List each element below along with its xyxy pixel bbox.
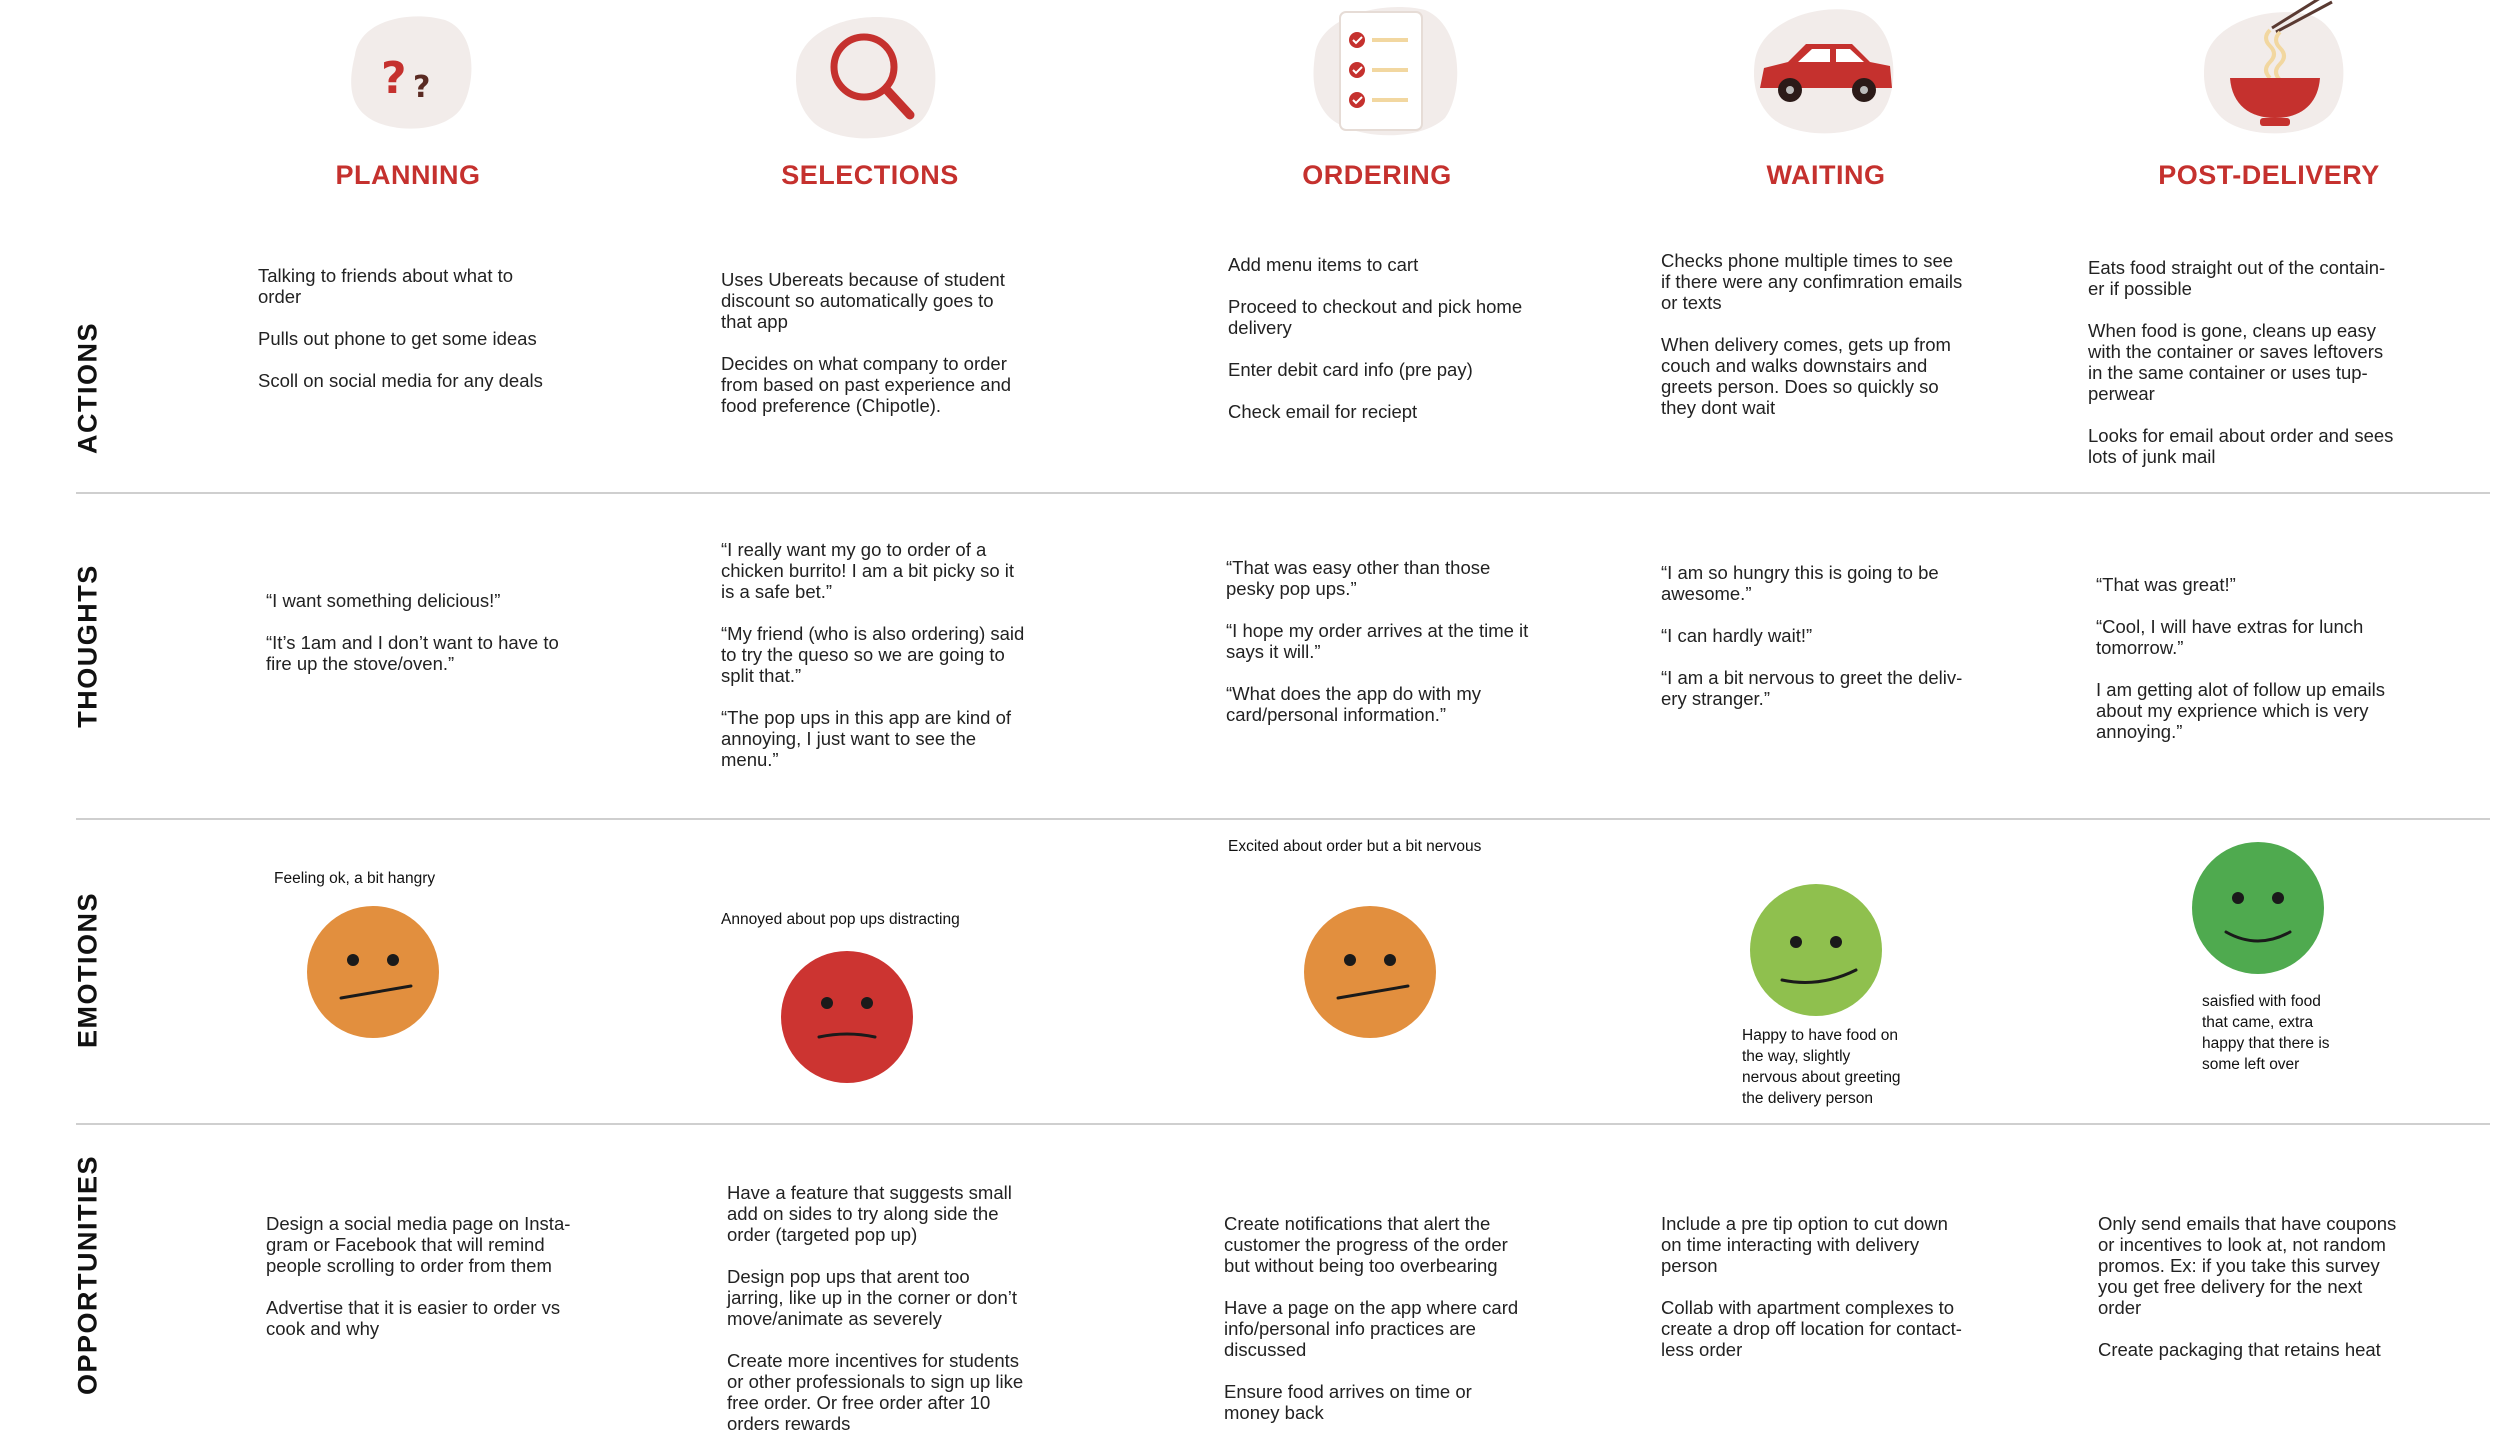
stage-title-post-delivery: POST-DELIVERY [2158, 160, 2380, 190]
neutral-face-icon [307, 906, 439, 1038]
stage-title-ordering: ORDERING [1302, 160, 1452, 190]
opportunity-item: Include a pre tip option to cut down on time interacting with delivery person [1661, 1213, 1948, 1276]
opportunities-cell-waiting [1661, 1213, 2006, 1360]
annoyed-face-icon [781, 951, 913, 1083]
action-item: Add menu items to cart [1228, 254, 1419, 275]
opportunity-item: Collab with apartment complexes to create a drop off location for contact- less order [1661, 1297, 1962, 1360]
noodle-bowl-icon [2190, 0, 2360, 150]
opportunity-item: Create packaging that retains heat [2098, 1339, 2381, 1360]
action-item: Eats food straight out of the contain- er if possible [2088, 257, 2386, 299]
stage-title-planning: PLANNING [335, 160, 481, 190]
actions-cell-selections [721, 269, 1066, 416]
action-item: Scoll on social media for any deals [258, 370, 543, 391]
action-item: When delivery comes, gets up from couch and walks downstairs and greets person. Does so quickly so they dont wait [1661, 334, 1951, 418]
row-divider [76, 818, 2490, 820]
action-item: Proceed to checkout and pick home delivery [1228, 296, 1523, 338]
opportunities-cell-selections [727, 1182, 1072, 1434]
thoughts-cell-ordering [1226, 557, 1571, 725]
car-icon [1740, 0, 1910, 150]
svg-text:?: ? [381, 53, 407, 104]
emotion-label-post-delivery: saisfied with food that came, extra happy that there is some left over [2202, 993, 2330, 1073]
actions-cell-planning [258, 265, 603, 391]
stage-title-selections: SELECTIONS [781, 160, 959, 190]
action-item: Checks phone multiple times to see if there were any confimration emails or texts [1661, 250, 1963, 313]
question-marks-icon [325, 5, 495, 155]
actions-cell-ordering [1228, 254, 1573, 422]
thoughts-cell-planning [266, 590, 611, 674]
action-item: Check email for reciept [1228, 401, 1418, 422]
magnifier-icon [782, 5, 952, 155]
thought-item: “The pop ups in this app are kind of annoying, I just want to see the menu.” [721, 707, 1012, 770]
stage-title-waiting: WAITING [1766, 160, 1886, 190]
opportunity-item: Advertise that it is easier to order vs cook and why [266, 1297, 561, 1339]
opportunity-item: Create more incentives for students or other professionals to sign up like free order. Or free order after 10 orders rewards [727, 1350, 1024, 1434]
thought-item: “I hope my order arrives at the time it says it will.” [1226, 620, 1529, 662]
thought-item: I am getting alot of follow up emails about my exprience which is very annoying.” [2096, 679, 2385, 742]
opportunity-item: Design pop ups that arent too jarring, like up in the corner or don’t move/animate as severely [727, 1266, 1017, 1329]
opportunity-item: Have a page on the app where card info/personal info practices are discussed [1224, 1297, 1519, 1360]
thoughts-cell-selections [721, 539, 1066, 770]
action-item: When food is gone, cleans up easy with the container or saves leftovers in the same container or uses tup- perwear [2088, 320, 2384, 404]
action-item: Uses Ubereats because of student discount so automatically goes to that app [721, 269, 1005, 332]
thought-item: “My friend (who is also ordering) said to try the queso so we are going to split that.” [721, 623, 1025, 686]
thought-item: “I am a bit nervous to greet the deliv- ery stranger.” [1661, 667, 1963, 709]
emotion-label-waiting: Happy to have food on the way, slightly nervous about greeting the delivery person [1742, 1027, 1901, 1107]
emotion-label-ordering: Excited about order but a bit nervous [1228, 838, 1482, 855]
opportunity-item: Design a social media page on Insta- gram or Facebook that will remind people scrolling to order from them [266, 1213, 571, 1276]
content-face-icon [2192, 842, 2324, 974]
opportunity-item: Only send emails that have coupons or incentives to look at, not random promos. Ex: if you take this survey you get free delivery for the next order [2098, 1213, 2397, 1318]
thoughts-cell-waiting [1661, 562, 2006, 709]
svg-text:?: ? [413, 70, 431, 105]
opportunity-item: Ensure food arrives on time or money back [1224, 1381, 1472, 1423]
action-item: Decides on what company to order from based on past experience and food preference (Chipotle). [721, 353, 1012, 416]
thought-item: “That was easy other than those pesky pop ups.” [1226, 557, 1491, 599]
action-item: Looks for email about order and sees lots of junk mail [2088, 425, 2394, 467]
action-item: Enter debit card info (pre pay) [1228, 359, 1473, 380]
actions-cell-post-delivery [2088, 257, 2433, 467]
happy-face-icon [1750, 884, 1882, 1016]
opportunities-cell-planning [266, 1213, 611, 1339]
row-divider [76, 1123, 2490, 1125]
thought-item: “That was great!” [2096, 574, 2236, 595]
emotion-label-planning: Feeling ok, a bit hangry [274, 870, 436, 887]
thought-item: “I can hardly wait!” [1661, 625, 1813, 646]
row-divider [76, 492, 2490, 494]
actions-cell-waiting [1661, 250, 2006, 418]
opportunity-item: Create notifications that alert the customer the progress of the order but without being too overbearing [1224, 1213, 1508, 1276]
thought-item: “What does the app do with my card/personal information.” [1226, 683, 1482, 725]
checklist-icon [1300, 0, 1470, 150]
opportunities-cell-ordering [1224, 1213, 1569, 1423]
opportunities-cell-post-delivery [2098, 1213, 2443, 1360]
thought-item: “I am so hungry this is going to be awesome.” [1661, 562, 1939, 604]
action-item: Pulls out phone to get some ideas [258, 328, 537, 349]
thought-item: “I really want my go to order of a chicken burrito! I am a bit picky so it is a safe bet.” [721, 539, 1015, 602]
thought-item: “Cool, I will have extras for lunch tomorrow.” [2096, 616, 2364, 658]
opportunity-item: Have a feature that suggests small add on sides to try along side the order (targeted pop up) [727, 1182, 1012, 1245]
action-item: Talking to friends about what to order [258, 265, 514, 307]
thoughts-cell-post-delivery [2096, 574, 2441, 742]
thought-item: “I want something delicious!” [266, 590, 501, 611]
emotion-label-selections: Annoyed about pop ups distracting [721, 911, 960, 928]
thought-item: “It’s 1am and I don’t want to have to fire up the stove/oven.” [266, 632, 559, 674]
neutral-face-icon [1304, 906, 1436, 1038]
